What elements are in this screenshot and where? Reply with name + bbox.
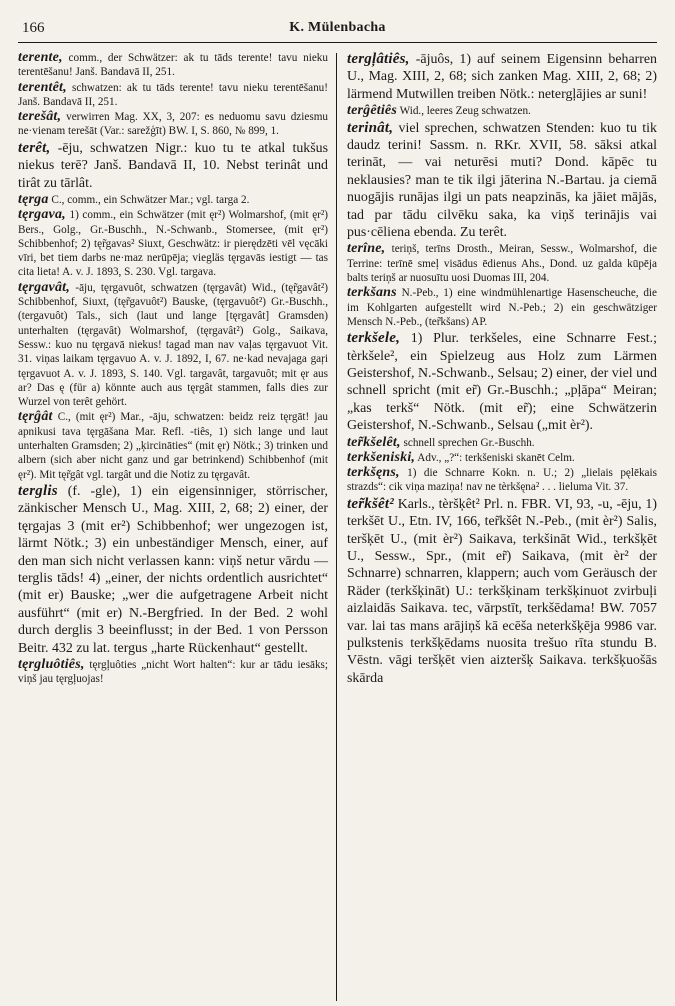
dictionary-entry — [347, 496, 657, 687]
entry-headword: ter̃kšelêt, — [346, 434, 401, 450]
running-title: K. Mülenbacha — [289, 20, 386, 35]
dictionary-entry — [18, 281, 328, 410]
entry-definition: teriņš, terīns Drosth., Meiran, Sessw., Wolmarshof, die Terrine: terīnē smeļ visādus ēdienus Ahs., Dond. uz galda kūpēja balts teriņš ar nuosuītu uosi Duomas III, 204. — [346, 243, 657, 284]
entry-headword: tęrgluôtiês, — [18, 657, 85, 672]
page-columns — [18, 51, 657, 1001]
entry-definition: Karls., tèršķêt² Prl. n. FBR. VI, 93, -u, -ēju, 1) terkšēt U., Etn. IV, 166, ter̃kšêt N.-Peb., (mit èr²) Salis, teršķēt U., (mit èr²) Saikava, terkšināt Wid., terkšķēt U., Sessw., Spr., (mit er̃) Saikava, (mit èr² der Schnarre) schnarren, klappern; auch vom Geräusch der Räder (terkšķināt) U.: terkšķinam terkšķinuot zvirbuļi aizlaidās Saikava. tec, vārpstīt, terkšēdama! BW. 7057 var. lai tas mans arājiņš kā ecēša neterkšķēja 9986 var. pulkstenis terkšķēdams nuosita trešuo rīta stundu B. Vēstn. vāgi teršķēt vien aizteršķ Saikava. terkšķuošās skārda — [346, 496, 657, 686]
dictionary-entry — [18, 410, 328, 481]
entry-headword: terglis — [18, 482, 58, 499]
dictionary-entry — [18, 51, 328, 80]
entry-definition: tęrgļuôties „nicht Wort halten“: kur ar tādu iesāks; viņš jau tęrgļuojas! — [18, 659, 328, 686]
entry-definition: (f. -gle), 1) ein eigensinniger, störrischer, zänkischer Mensch U., Mag. XIII, 2, 68; 2) einer, der tęrgajas 3 (mit er²) Schibbenhof; wer ungezogen ist, lärmt Nötk.; 3) ein unbeständiger Mensch, einer, auf den man sich nicht verlassen kann: viņš netur vārdu — terglis tāds! 4) „einer, der nichts ordentlich ausrichtet“ (mit er) Bauske; „wer die aufgetragene Arbeit nicht ausführt“ (mit er) N.-Bergfried. In der Bed. 2 wohl durch derglis 3 beeinflusst; in der Bed. 1 von Persson Beitr. 432 zu lat. tergus „harte Rückenhaut“ gestellt. — [18, 483, 328, 656]
dictionary-entry — [347, 51, 657, 103]
entry-definition: -ēju, schwatzen Nigr.: kuo tu te atkal tukšus niekus terē? Janš. Bandavā II, 10. Nebst terinât und tirât zu tārlât. — [18, 140, 328, 191]
page-header — [18, 16, 657, 43]
dictionary-entry — [347, 286, 657, 329]
page-number: 166 — [22, 20, 45, 36]
dictionary-entry — [347, 330, 657, 434]
entry-definition: 1) comm., ein Schwätzer (mit ęr²) Wolmarshof, (mit ęr²) Bers., Golg., Gr.-Buschh., N.-Schwanb., Stomersee, (mit ęr²) Schibbenhof; 2) tęr̃gavas² Siuxt, Geschwätz: ir pierędzēti vēl vęcāki vīri, bet tiem darbs ne·maz nerūpēja; viegläs tęrgavās iestigt — tas cita lieta! A. v. J. 1893, S. 230. Vgl. targava. — [18, 209, 328, 279]
entry-headword: terentêt, — [18, 79, 67, 95]
entry-headword: tęrgavât, — [18, 279, 70, 295]
dictionary-entry — [18, 483, 328, 657]
dictionary-entry — [18, 81, 328, 110]
entry-definition: C., comm., ein Schwätzer Mar.; vgl. targa 2. — [48, 194, 250, 206]
entry-headword: ter̃kšêt² — [346, 495, 394, 512]
entry-definition: comm., der Schwätzer: ak tu tāds terente! tavu nieku terentēšanu! Janš. Bandavā II, 251. — [18, 52, 328, 79]
dictionary-entry — [18, 193, 328, 207]
dictionary-entry — [347, 436, 657, 450]
entry-definition: schnell sprechen Gr.-Buschh. — [400, 436, 535, 449]
entry-headword: terîne, — [346, 241, 386, 257]
entry-headword: tergļâtiês, — [346, 51, 410, 67]
entry-headword: terkšele, — [346, 330, 401, 347]
entry-definition: schwatzen: ak tu tāds terente! tavu nieku terentēšanu! Janš. Bandavā II, 251. — [18, 81, 328, 108]
entry-headword: terkšęns, — [346, 465, 400, 481]
right-column — [337, 51, 657, 1001]
entry-definition: -āju, tęrgavuôt, schwatzen (tęrgavât) Wid., (tęr̃gavât²) Schibbenhof, Siuxt, (tęr̃gavuôt²) Bauske, (tęrgavuôt²) Gr.-Buschh., (tergavuôt) Tals., sich (laut und lange [tęrgavât] Gramsden) unterhalten (tęrgavât) Wolmarshof, (tęrgavât²) Golg., Saikava, Sessw.: kuo nu tęrgavā niekus! tagad man nav vaļas tęrgavuot Vit. 31. viņas laikam tęrgavuo A. v. J. 1892, I, 67. ne·kad nevajaga gaŗi tęrgavuot A. v. J. 1893, S. 140. Vgl. targavât, targavuôt; mit ęr aus ar? Das ę (für a) könnte auch aus tęrgât stammen, falls dies zur Wurzel von terêt gehört. — [18, 281, 328, 409]
entry-definition: -ājuôs, 1) auf seinem Eigensinn beharren U., Mag. XIII, 2, 68; sich zanken Mag. XIII, 2, 68; 2) lärmend Mutwillen treiben Nötk.: netergļājies ar suni! — [346, 52, 657, 102]
dictionary-entry — [347, 466, 657, 495]
entry-headword: terêt, — [18, 139, 51, 156]
entry-definition: 1) Plur. terkšeles, eine Schnarre Fest.; tèrkšele², ein Spielzeug aus Holz zum Lärmen Geistershof, N.-Schwanb., Selsau; 2) einer, der viel und schnell spricht (mit er̃) Gr.-Buschh.; „pļāpa“ Meiran; „kas terkš“ Nötk. (mit er̃); eine Schwätzerin Geistershof, N.-Schwanb., Selsau („mit èr²). — [346, 331, 657, 434]
dictionary-entry — [347, 451, 657, 465]
entry-definition: Adv., „?“: terkšeniski skanēt Celm. — [415, 451, 575, 464]
entry-headword: terešât, — [18, 109, 62, 125]
entry-headword: terĝêtiês — [346, 103, 397, 119]
dictionary-entry — [18, 140, 328, 192]
left-column — [18, 51, 336, 1001]
entry-definition: N.-Peb., 1) eine windmühlenartige Hasenscheuche, die im Kohlgarten aufgestellt wird N.-Peb.; 2) ein geschwätziger Mensch N.-Peb., (ter̃kšans) AP. — [346, 287, 657, 328]
dictionary-entry — [18, 110, 328, 139]
entry-headword: tęrgava, — [18, 207, 66, 223]
entry-headword: terkšans — [346, 285, 397, 301]
entry-definition: verwirren Mag. XX, 3, 207: es neduomu savu dziesmu ne·vienam terešāt (Var.: sarežģīt) BW. I, S. 860, № 899, 1. — [18, 111, 328, 138]
dictionary-entry — [347, 120, 657, 242]
entry-headword: terkšeniski, — [346, 449, 416, 465]
entry-definition: Wid., leeres Zeug schwatzen. — [397, 105, 531, 118]
dictionary-entry — [347, 242, 657, 285]
entry-headword: tęrga — [18, 192, 49, 207]
entry-definition: 1) die Schnarre Kokn. n. U.; 2) „lielais pęlēkais strazds“: cik viņa maziņa! nav ne tèrkšęna² . . . lieluma Vit. 37. — [346, 467, 657, 494]
entry-headword: tęrĝât — [18, 409, 53, 425]
dictionary-entry — [18, 658, 328, 687]
dictionary-entry — [18, 208, 328, 279]
entry-definition: viel sprechen, schwatzen Stenden: kuo tu tik daudz terini! Sassm. n. RKr. XVII, 58. sāksi atkal terināt, — vai neturēsi muti? Dond. kāpēc tu neklausies? man te tik ilgi jāterina N.-Bartau. ja ciemā nuogājis runājas ilgi un pats neapzinās, ka jāiet mājās, tad par tādu cilvēku saka, ka viņš terinājis vai pus·cēliena ebenda. Zu terêt. — [346, 120, 657, 240]
entry-definition: C., (mit ęr²) Mar., -āju, schwatzen: beidz reiz tęrgāt! jau apnikusi tava tęrgāšana Mar. Refl. -tiês, 1) sich lange und laut unterhalten Gramsden; 2) „ķircināties“ (mit ęr) Nötk.; 3) trinken und albern (sich aber nicht ganz und gar betrinkend) Schibbenhof (mit ęr²). Mit tęr̃gât vgl. targât und die Notiz zu tęrgavât. — [18, 411, 328, 481]
entry-headword: terinât, — [346, 119, 394, 136]
entry-headword: terente, — [18, 51, 63, 65]
dictionary-entry — [347, 104, 657, 118]
